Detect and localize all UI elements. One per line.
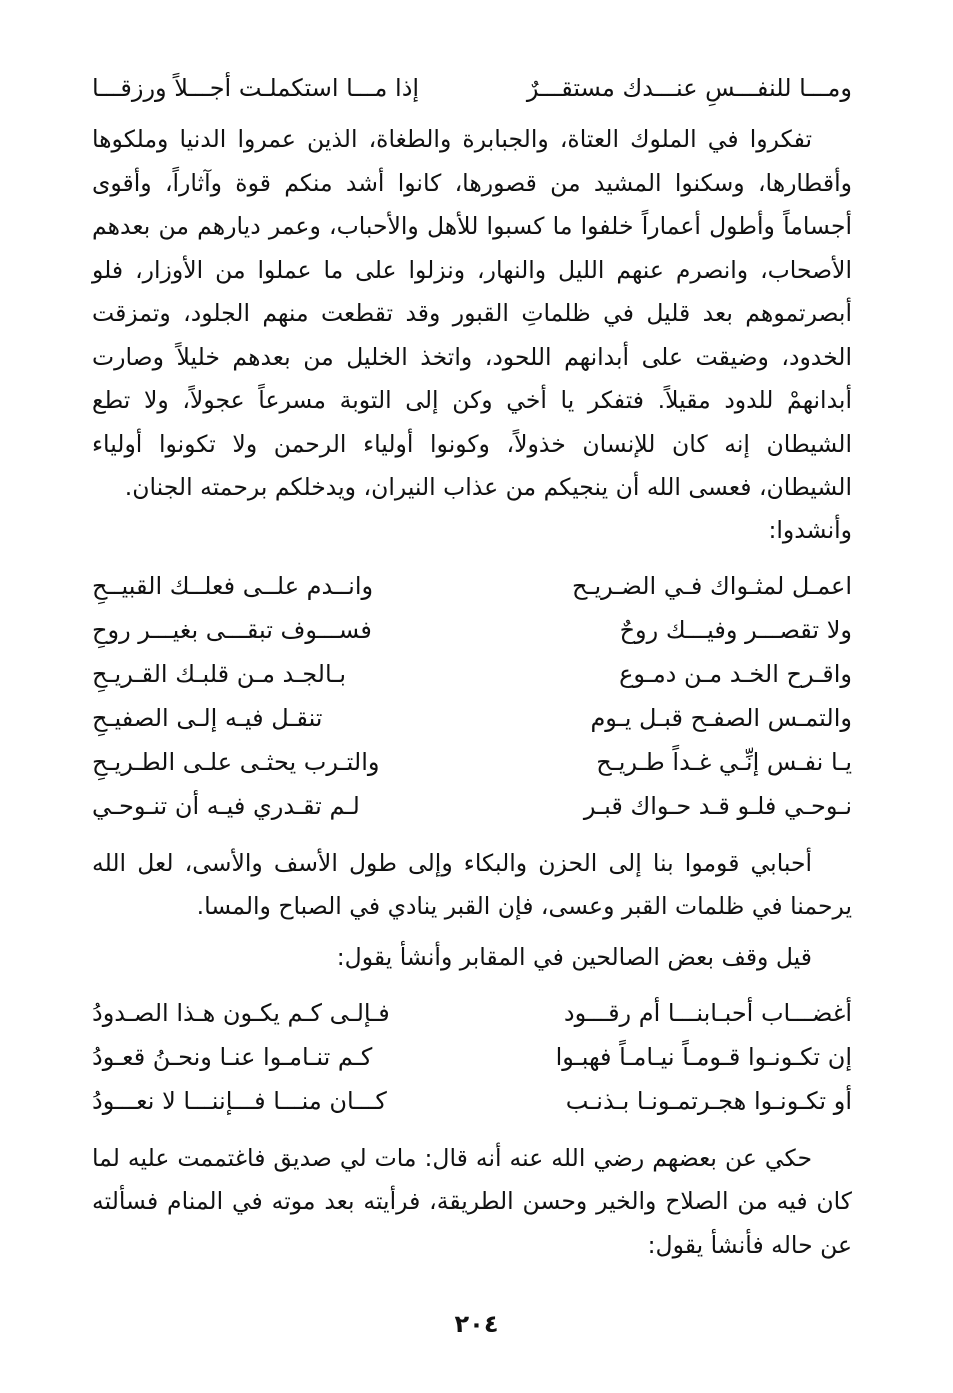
verse-first-hemistich: ومـــا للنفـــسِ عنـــدك مستقـــرٌ [526,74,852,102]
verse-row [92,784,852,828]
verse-second-hemistich: وانــدم علــى فعلــك القبيــحِ [92,571,374,600]
verse-first-hemistich: أو تكـونـوا هجـرتمـونـا بـذنـب [565,1086,852,1115]
verse-second-hemistich: لـم تقـدري فيـه أن تنـوحـي [92,791,360,820]
verse-second-hemistich: كـم تنـامـوا عنـا ونحـنُ قعـودُ [92,1042,373,1071]
verse-row [92,740,852,784]
verse-second-hemistich: إذا مـــا استكملـت أجـــلاً ورزقـــا [92,74,420,102]
label-saint-said: قيل وقف بعض الصالحين في المقابر وأنشأ يقول: [336,942,812,971]
verse-row [92,608,852,652]
verse-second-hemistich: فـإلـى كـم يكـون هـذا الصـدودُ [92,998,390,1027]
verse-first-hemistich: يـا نفـس إنِّـي غـداً طـريـح [596,747,852,776]
verse-row [92,991,852,1035]
poem-grave [92,564,852,828]
poem-beloved [92,991,852,1123]
verse-first-hemistich: نـوحـي فلـو قـد حـواك قبـر [583,791,852,820]
verse-row [92,1035,852,1079]
verse-first-hemistich: والتمـس الصفـح قبـل يـوم [590,703,852,732]
paragraph-dream-story: حكي عن بعضهم رضي الله عنه أنه قال: مات لي صديق فاغتممت عليه لما كان فيه من الصلاح والخير وحسن الطريقة، فرأيته بعد موته في المنام فسألته عن حاله فأنشأ يقول: [92,1143,852,1259]
paragraph-grief: أحبابي قوموا بنا إلى الحزن والبكاء وإلى طول الأسف والأسى، لعل الله يرحمنا في ظلمات القبر وعسى، فإن القبر ينادي في الصباح والمسا. [92,848,852,920]
verse-row [92,696,852,740]
verse-second-hemistich: بـالجـد مـن قلبـك القـريـحِ [92,659,347,688]
page-number: ٢٠٤ [454,1310,499,1338]
verse-second-hemistich: كـــان منـــا فـــإننـــا لا نعـــودُ [92,1086,387,1115]
verse-row [92,652,852,696]
verse-second-hemistich: فســـوف تبقـــى بغيـــر روحِ [92,615,372,644]
opening-verse [92,66,852,110]
verse-first-hemistich: ولا تقصـــر وفيـــك روحٌ [619,615,852,644]
verse-row [92,1079,852,1123]
verse-second-hemistich: تنقـل فيـه إلـى الصفيـحِ [92,703,323,732]
verse-first-hemistich: إن تكـونـوا قـومـاً نيـامـاً فهبـوا [555,1042,852,1071]
paragraph-reflection: تفكروا في الملوك العتاة، والجبابرة والطغاة، الذين عمروا الدنيا وملكوها وأقطارها، وسكنوا المشيد من قصورها، كانوا أشد منكم قوة وآثاراً، وأقوى أجساماً وأطول أعماراً خلفوا ما كسبوا للأهل والأحباب، وعمر ديارهم من بعدهم الأصحاب، وانصرم عنهم الليل والنهار، ونزلوا على ما عملوا من الأوزار، فلو أبصرتموهم بعد قليل في ظلماتِ القبور وقد تقطعت منهم الجلود، وتمزقت الخدود، وضيقت على أبدانهم اللحود، واتخذ الخليل من بعدهم خليلاً وصارت أبدانهمْ للدود مقيلاً. فتفكر يا أخي وكن إلى التوبة مسرعاً عجولاً، ولا تطع الشيطان إنه كان للإنسان خذولاً، وكونوا أولياء الرحمن ولا تكونوا أولياء الشيطان، فعسى الله أن ينجيكم من عذاب النيران، ويدخلكم برحمته الجنان. [92,125,852,501]
label-recited: وأنشدوا: [768,515,852,544]
verse-first-hemistich: واقـرح الخـد مـن دمـوع [619,659,852,688]
page-body [92,66,852,1267]
verse-second-hemistich: والتـرب يحثـى علـى الطـريـحِ [92,747,380,776]
verse-first-hemistich: أغضـــاب أحبـابنـــا أم رقـــود [563,998,852,1027]
verse-row [92,564,852,608]
verse-first-hemistich: اعمـل لمثـواك فـي الضـريـح [571,571,852,600]
